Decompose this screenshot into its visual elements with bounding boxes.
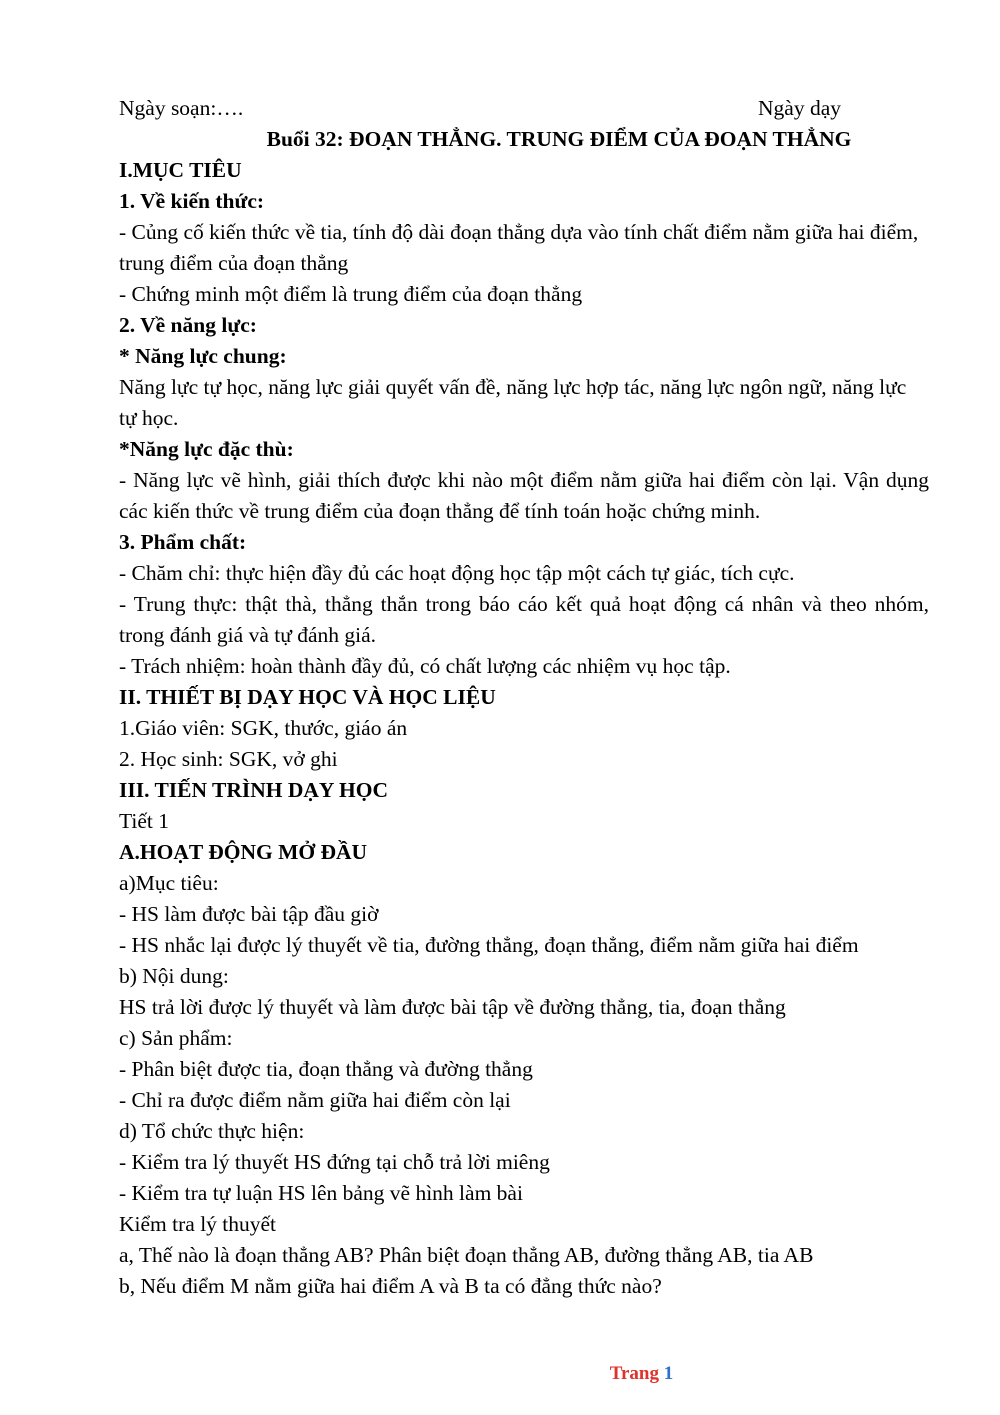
subheading-specific-competence: *Năng lực đặc thù:	[119, 437, 294, 461]
item-objective-2: - HS nhắc lại được lý thuyết về tia, đường thẳng, đoạn thẳng, điểm nằm giữa hai điểm	[119, 933, 859, 957]
item-objective-1: - HS làm được bài tập đầu giờ	[119, 902, 379, 926]
question-a: a, Thế nào là đoạn thẳng AB? Phân biệt đoạn thẳng AB, đường thẳng AB, tia AB	[119, 1243, 814, 1267]
item-objective-label: a)Mục tiêu:	[119, 871, 219, 895]
item-product-2: - Chỉ ra được điểm nằm giữa hai điểm còn lại	[119, 1088, 511, 1112]
paragraph-knowledge-1: - Củng cố kiến thức về tia, tính độ dài đoạn thẳng dựa vào tính chất điểm nằm giữa hai điểm, trung điểm của đoạn thẳng	[119, 220, 919, 275]
page-number: 1	[663, 1363, 674, 1384]
paragraph-general-competence: Năng lực tự học, năng lực giải quyết vấn đề, năng lực hợp tác, năng lực ngôn ngữ, năng lực tự học.	[119, 375, 907, 430]
paragraph-responsibility: - Trách nhiệm: hoàn thành đầy đủ, có chất lượng các nhiệm vụ học tập.	[119, 654, 731, 678]
theory-check-label: Kiểm tra lý thuyết	[119, 1212, 277, 1236]
period-label: Tiết 1	[119, 809, 169, 833]
subheading-qualities: 3. Phẩm chất:	[119, 530, 247, 554]
lesson-title: Buổi 32: ĐOẠN THẲNG. TRUNG ĐIỂM CỦA ĐOẠN THẲNG	[266, 127, 852, 151]
item-content-label: b) Nội dung:	[119, 964, 229, 988]
page-label: Trang	[609, 1363, 659, 1384]
subheading-general-competence: * Năng lực chung:	[119, 344, 287, 368]
section-heading-process: III. TIẾN TRÌNH DẠY HỌC	[119, 778, 389, 802]
subheading-knowledge: 1. Về kiến thức:	[119, 189, 265, 213]
paragraph-diligence: - Chăm chỉ: thực hiện đầy đủ các hoạt động học tập một cách tự giác, tích cực.	[119, 561, 795, 585]
subheading-competence: 2. Về năng lực:	[119, 313, 257, 337]
item-product-1: - Phân biệt được tia, đoạn thẳng và đường thẳng	[119, 1057, 533, 1081]
paragraph-student-materials: 2. Học sinh: SGK, vở ghi	[119, 747, 338, 771]
paragraph-honesty: - Trung thực: thật thà, thẳng thắn trong báo cáo kết quả hoạt động cá nhân và theo nhóm, trong đánh giá và tự đánh giá.	[119, 592, 929, 647]
item-organization-label: d) Tổ chức thực hiện:	[119, 1119, 305, 1143]
prepared-date-label: Ngày soạn:….	[119, 96, 244, 120]
paragraph-teacher-materials: 1.Giáo viên: SGK, thước, giáo án	[119, 716, 408, 740]
item-product-label: c) Sản phẩm:	[119, 1026, 233, 1050]
document-body	[119, 93, 929, 1302]
teaching-date-label: Ngày dạy	[758, 96, 841, 120]
item-organization-2: - Kiểm tra tự luận HS lên bảng vẽ hình làm bài	[119, 1181, 523, 1205]
paragraph-specific-competence: - Năng lực vẽ hình, giải thích được khi nào một điểm nằm giữa hai điểm còn lại. Vận dụng các kiến thức về trung điểm của đoạn thẳng để tính toán hoặc chứng minh.	[119, 468, 929, 523]
item-content-text: HS trả lời được lý thuyết và làm được bài tập về đường thẳng, tia, đoạn thẳng	[119, 995, 786, 1019]
page-footer	[0, 1363, 1000, 1385]
section-heading-objectives: I.MỤC TIÊU	[119, 158, 242, 182]
paragraph-knowledge-2: - Chứng minh một điểm là trung điểm của đoạn thẳng	[119, 282, 583, 306]
section-heading-equipment: II. THIẾT BỊ DẠY HỌC VÀ HỌC LIỆU	[119, 685, 496, 709]
activity-heading-opening: A.HOẠT ĐỘNG MỞ ĐẦU	[119, 840, 368, 864]
question-b: b, Nếu điểm M nằm giữa hai điểm A và B ta có đẳng thức nào?	[119, 1274, 662, 1298]
item-organization-1: - Kiểm tra lý thuyết HS đứng tại chỗ trả lời miêng	[119, 1150, 550, 1174]
header-row	[119, 93, 841, 124]
